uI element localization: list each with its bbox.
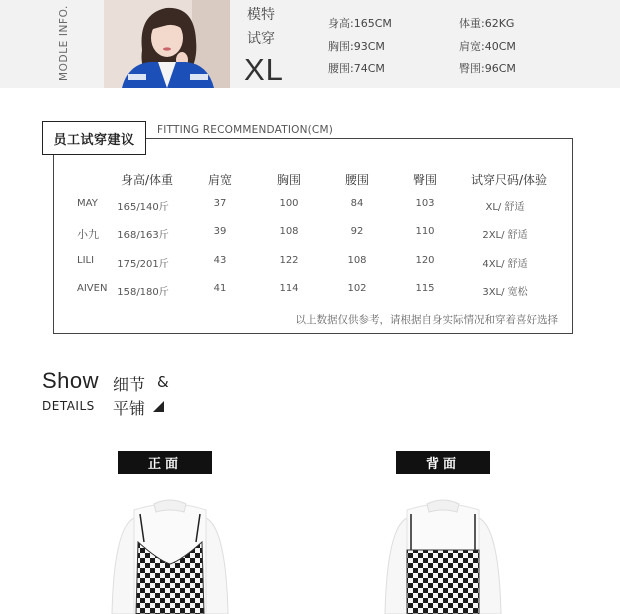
- model-label: 模特: [247, 7, 275, 23]
- table-cell: 41: [213, 283, 227, 294]
- table-cell: 100: [279, 198, 299, 209]
- model-portrait-image: [104, 0, 230, 88]
- table-cell: 108: [279, 226, 299, 237]
- back-view-tag: 背面: [396, 451, 490, 474]
- header-hip: 臀围: [412, 173, 438, 187]
- fitting-note: 以上数据仅供参考，请根据自身实际情况和穿着喜好选择: [295, 314, 558, 326]
- table-cell: 165/140斤: [117, 202, 169, 213]
- row-name: MAY: [77, 198, 98, 209]
- spec-height: 身高:165CM: [328, 17, 392, 30]
- try-label: 试穿: [247, 31, 275, 47]
- table-cell: 3XL/ 宽松: [482, 287, 528, 298]
- header-size-feel: 试穿尺码/体验: [470, 173, 548, 187]
- model-size: XL: [244, 52, 284, 87]
- table-cell: 43: [213, 255, 227, 266]
- fitting-tag: 员工试穿建议: [42, 121, 146, 155]
- table-cell: 158/180斤: [117, 287, 169, 298]
- table-cell: 103: [415, 198, 435, 209]
- details-subtitle: DETAILS: [42, 399, 95, 413]
- front-garment-image: [100, 498, 240, 614]
- back-garment-image: [373, 498, 513, 614]
- table-cell: 175/201斤: [117, 259, 169, 270]
- table-cell: 84: [350, 198, 364, 209]
- header-waist: 腰围: [344, 173, 370, 187]
- table-cell: 37: [213, 198, 227, 209]
- header-bust: 胸围: [276, 173, 302, 187]
- model-info-text: MODLE INFO.: [58, 5, 70, 81]
- row-name: 小九: [77, 228, 99, 241]
- model-info-band: [0, 0, 620, 88]
- show-title: Show: [42, 368, 100, 393]
- row-name: AIVEN: [77, 283, 108, 294]
- table-cell: 115: [415, 283, 435, 294]
- table-cell: 108: [347, 255, 367, 266]
- table-cell: 4XL/ 舒适: [482, 259, 528, 270]
- row-name: LILI: [77, 255, 95, 266]
- model-photo: [104, 0, 230, 88]
- table-cell: 168/163斤: [117, 230, 169, 241]
- show-title-cn-flat: 平铺: [113, 399, 146, 418]
- show-ampersand: &: [157, 373, 169, 391]
- fitting-title: FITTING RECOMMENDATION(CM): [157, 124, 334, 136]
- spec-waist: 腰围:74CM: [328, 62, 385, 75]
- table-cell: 114: [279, 283, 299, 294]
- table-cell: 2XL/ 舒适: [482, 230, 528, 241]
- table-cell: 92: [350, 226, 364, 237]
- spec-hip: 臀围:96CM: [459, 62, 516, 75]
- spec-shoulder: 肩宽:40CM: [459, 40, 516, 53]
- table-cell: 110: [415, 226, 435, 237]
- table-cell: 39: [213, 226, 227, 237]
- table-cell: 102: [347, 283, 367, 294]
- front-view-tag: 正面: [118, 451, 212, 474]
- show-title-cn-detail: 细节: [113, 375, 146, 394]
- header-height-weight: 身高/体重: [120, 173, 174, 187]
- table-cell: XL/ 舒适: [485, 202, 525, 213]
- header-shoulder: 肩宽: [207, 173, 233, 187]
- table-cell: 122: [279, 255, 299, 266]
- model-info-vertical-label: [53, 4, 75, 82]
- spec-bust: 胸围:93CM: [328, 40, 385, 53]
- triangle-icon: [153, 401, 164, 412]
- spec-weight: 体重:62KG: [459, 17, 515, 30]
- table-cell: 120: [415, 255, 435, 266]
